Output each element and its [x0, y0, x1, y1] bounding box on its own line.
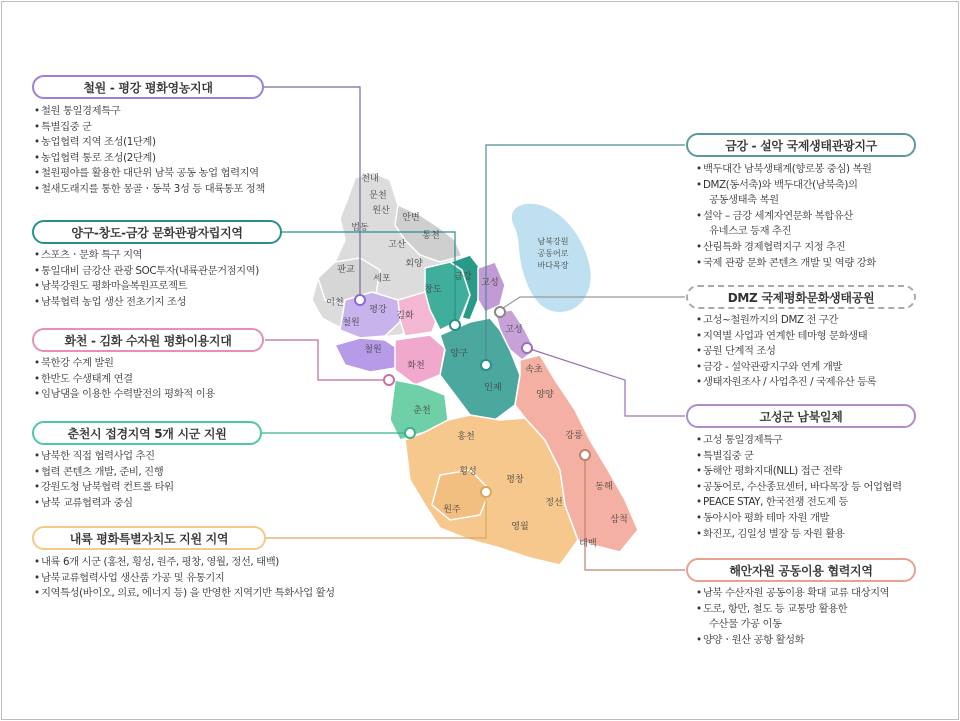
zone-item: • 남북 교류협력과 중심 — [34, 496, 174, 512]
map-place-label: 고성 — [505, 325, 523, 335]
map-place-label: 화천 — [407, 361, 425, 371]
zone-item: • 남북 수산자원 공동이용 확대 교류 대상지역 — [696, 586, 889, 602]
zone-item: • 임남댐을 이용한 수력발전의 평화적 이용 — [34, 387, 215, 403]
zone-title-pill: 고성군 남북일체 — [686, 404, 916, 428]
zone-item: • 고성 통일경제특구 — [696, 433, 902, 449]
zone-item: • 통일대비 금강산 관광 SOC투자(내륙관문거점지역) — [34, 264, 259, 280]
map-place-label: 횡성 — [459, 467, 477, 477]
zone-item: • 남북강원도 평화마을복원프로젝트 — [34, 279, 259, 295]
zone-item: • 강원도청 남북협력 컨트롤 타워 — [34, 480, 174, 496]
zone-item-list — [34, 104, 265, 198]
map-place-label: 통천 — [422, 231, 440, 241]
map-place-label: 영월 — [511, 522, 529, 532]
map-place-label: 강릉 — [565, 431, 583, 441]
map-place-label: 양양 — [536, 390, 554, 400]
zone-item: • 설악 – 금강 세계자연문화 복합유산 — [696, 209, 876, 225]
zone-item: • DMZ(동서축)와 백두대간(남북축)의 — [696, 178, 876, 194]
zone-item: • 북한강 수계 발원 — [34, 356, 215, 372]
zone-item: • 협력 콘텐츠 개발, 준비, 진행 — [34, 465, 174, 481]
zone-item: • 공동어로, 수산종묘센터, 바다목장 등 어업협력 — [696, 480, 902, 496]
map-place-label: 바다목장 — [537, 261, 569, 270]
zone-title-pill: 춘천시 접경지역 5개 시군 지원 — [32, 421, 262, 445]
zone-item: 유네스코 등재 추진 — [709, 225, 792, 238]
zone-title-pill: 금강 - 설악 국제생태관광지구 — [686, 133, 916, 157]
zone-item-list — [34, 555, 335, 602]
zone-item: • 화진포, 김일성 별장 등 자원 활용 — [696, 527, 902, 543]
map-place-label: 고산 — [388, 240, 406, 250]
zone-item: • 농업협력 지역 조성(1단계) — [34, 135, 265, 151]
zone-item-list — [696, 586, 889, 648]
zone-item: • 양양ㆍ원산 공항 활성화 — [696, 633, 889, 649]
zone-item: • 지역별 사업과 연계한 테마형 문화생태 — [696, 329, 876, 345]
map-place-label: 동해 — [595, 482, 613, 492]
zone-item: • 농업협력 통로 조성(2단계) — [34, 151, 265, 167]
zone-item-list — [34, 248, 259, 310]
zone-item: • 내륙 6개 시군 (홍천, 횡성, 원주, 평창, 영월, 정선, 태백) — [34, 555, 335, 571]
zone-title-pill: DMZ 국제평화문화생태공원 — [686, 285, 916, 309]
zone-item: • 공원 단계적 조성 — [696, 344, 876, 360]
map-place-label: 속초 — [525, 365, 543, 375]
zone-item: • 동아시아 평화 테마 자원 개발 — [696, 511, 902, 527]
zone-item-list — [696, 433, 902, 542]
map-place-label: 평강 — [369, 305, 387, 315]
map-place-label: 평창 — [506, 475, 524, 485]
map-place-label: 금강 — [454, 272, 472, 282]
hwacheon-region — [395, 335, 445, 385]
map-place-label: 법동 — [351, 223, 369, 233]
map-place-label: 태백 — [579, 539, 597, 549]
zone-item: • 생태자원조사 / 사업추진 / 국제유산 등록 — [696, 375, 876, 391]
zone-item: • 금강 - 설악관광지구와 연계 개발 — [696, 360, 876, 376]
zone-item: • 지역특성(바이오, 의료, 에너지 등) 을 반영한 지역기반 특화사업 활성 — [34, 586, 335, 602]
map-place-label: 회양 — [405, 259, 423, 269]
zone-item: • 철원 통일경제특구 — [34, 104, 265, 120]
zone-title-pill: 해안자원 공동이용 협력지역 — [686, 558, 916, 582]
zone-item: • 철원평야를 활용한 대단위 남북 공동 농업 협력지역 — [34, 166, 265, 182]
zone-title-pill: 내륙 평화특별자치도 지원 지역 — [32, 526, 266, 550]
zone-item: • 국제 관광 문화 콘텐츠 개발 및 역량 강화 — [696, 256, 876, 272]
zone-title-pill: 양구-창도-금강 문화관광자립지역 — [32, 220, 282, 244]
map-place-label: 안변 — [402, 213, 420, 223]
zone-item-list — [34, 449, 174, 511]
zone-item: • 남북한 직접 협력사업 추진 — [34, 449, 174, 465]
map-place-label: 춘천 — [413, 406, 431, 416]
map-place-label: 인제 — [484, 383, 502, 393]
map-place-label: 문천 — [369, 191, 387, 201]
zone-item: • 남북협력 농업 생산 전초기지 조성 — [34, 295, 259, 311]
zone-item: • 남북교류협력사업 생산품 가공 및 유통기지 — [34, 571, 335, 587]
map-place-label: 김화 — [396, 311, 414, 321]
zone-title-pill: 화천 - 김화 수자원 평화이용지대 — [32, 328, 264, 352]
zone-title-pill: 철원 - 평강 평화영농지대 — [32, 75, 264, 99]
map-place-label: 정선 — [545, 498, 563, 508]
zone-item: • 특별집중 군 — [696, 449, 902, 465]
zone-item: • 산림특화 경제협력지구 지정 추진 — [696, 240, 876, 256]
zone-item: • PEACE STAY, 한국전쟁 전도제 등 — [696, 495, 902, 511]
zone-item: • 백두대간 남북생태계(향로봉 중심) 복원 — [696, 162, 876, 178]
map-place-label: 판교 — [337, 265, 355, 275]
zone-item: • 고성~철원까지의 DMZ 전 구간 — [696, 313, 876, 329]
map-place-label: 삼척 — [610, 515, 628, 525]
zone-item: • 스포츠ㆍ문화 특구 지역 — [34, 248, 259, 264]
zone-item: • 특별집중 군 — [34, 120, 265, 136]
map-place-label: 고성 — [481, 278, 499, 288]
zone-item: 공동생태축 복원 — [709, 194, 779, 207]
zone-item-list — [696, 162, 876, 271]
zone-item: 수산물 가공 이동 — [709, 618, 782, 631]
map-place-label: 양구 — [450, 349, 468, 359]
map-place-label: 이천 — [326, 298, 344, 308]
cheorwon-region — [335, 338, 400, 372]
map-place-label: 천내 — [361, 174, 379, 184]
map-place-label: 원산 — [372, 206, 390, 216]
map-place-label: 홍천 — [457, 432, 475, 442]
zone-item: • 도로, 항만, 철도 등 교통망 활용한 — [696, 602, 889, 618]
zone-item-list — [696, 313, 876, 391]
map-place-label: 세포 — [373, 274, 391, 284]
zone-item: • 철새도래지를 통한 몽골ㆍ동북 3성 등 대륙통포 정책 — [34, 182, 265, 198]
map-place-label: 남북강원 — [537, 237, 569, 246]
map-place-label: 철원 — [342, 318, 360, 328]
map-place-label: 공동어로 — [537, 249, 569, 258]
zone-item: • 동해안 평화지대(NLL) 접근 전략 — [696, 464, 902, 480]
map-place-label: 창도 — [424, 285, 442, 295]
map-place-label: 원주 — [443, 505, 461, 515]
zone-item-list — [34, 356, 215, 403]
map-place-label: 철원 — [364, 345, 382, 355]
zone-item: • 한반도 수생태계 연결 — [34, 372, 215, 388]
